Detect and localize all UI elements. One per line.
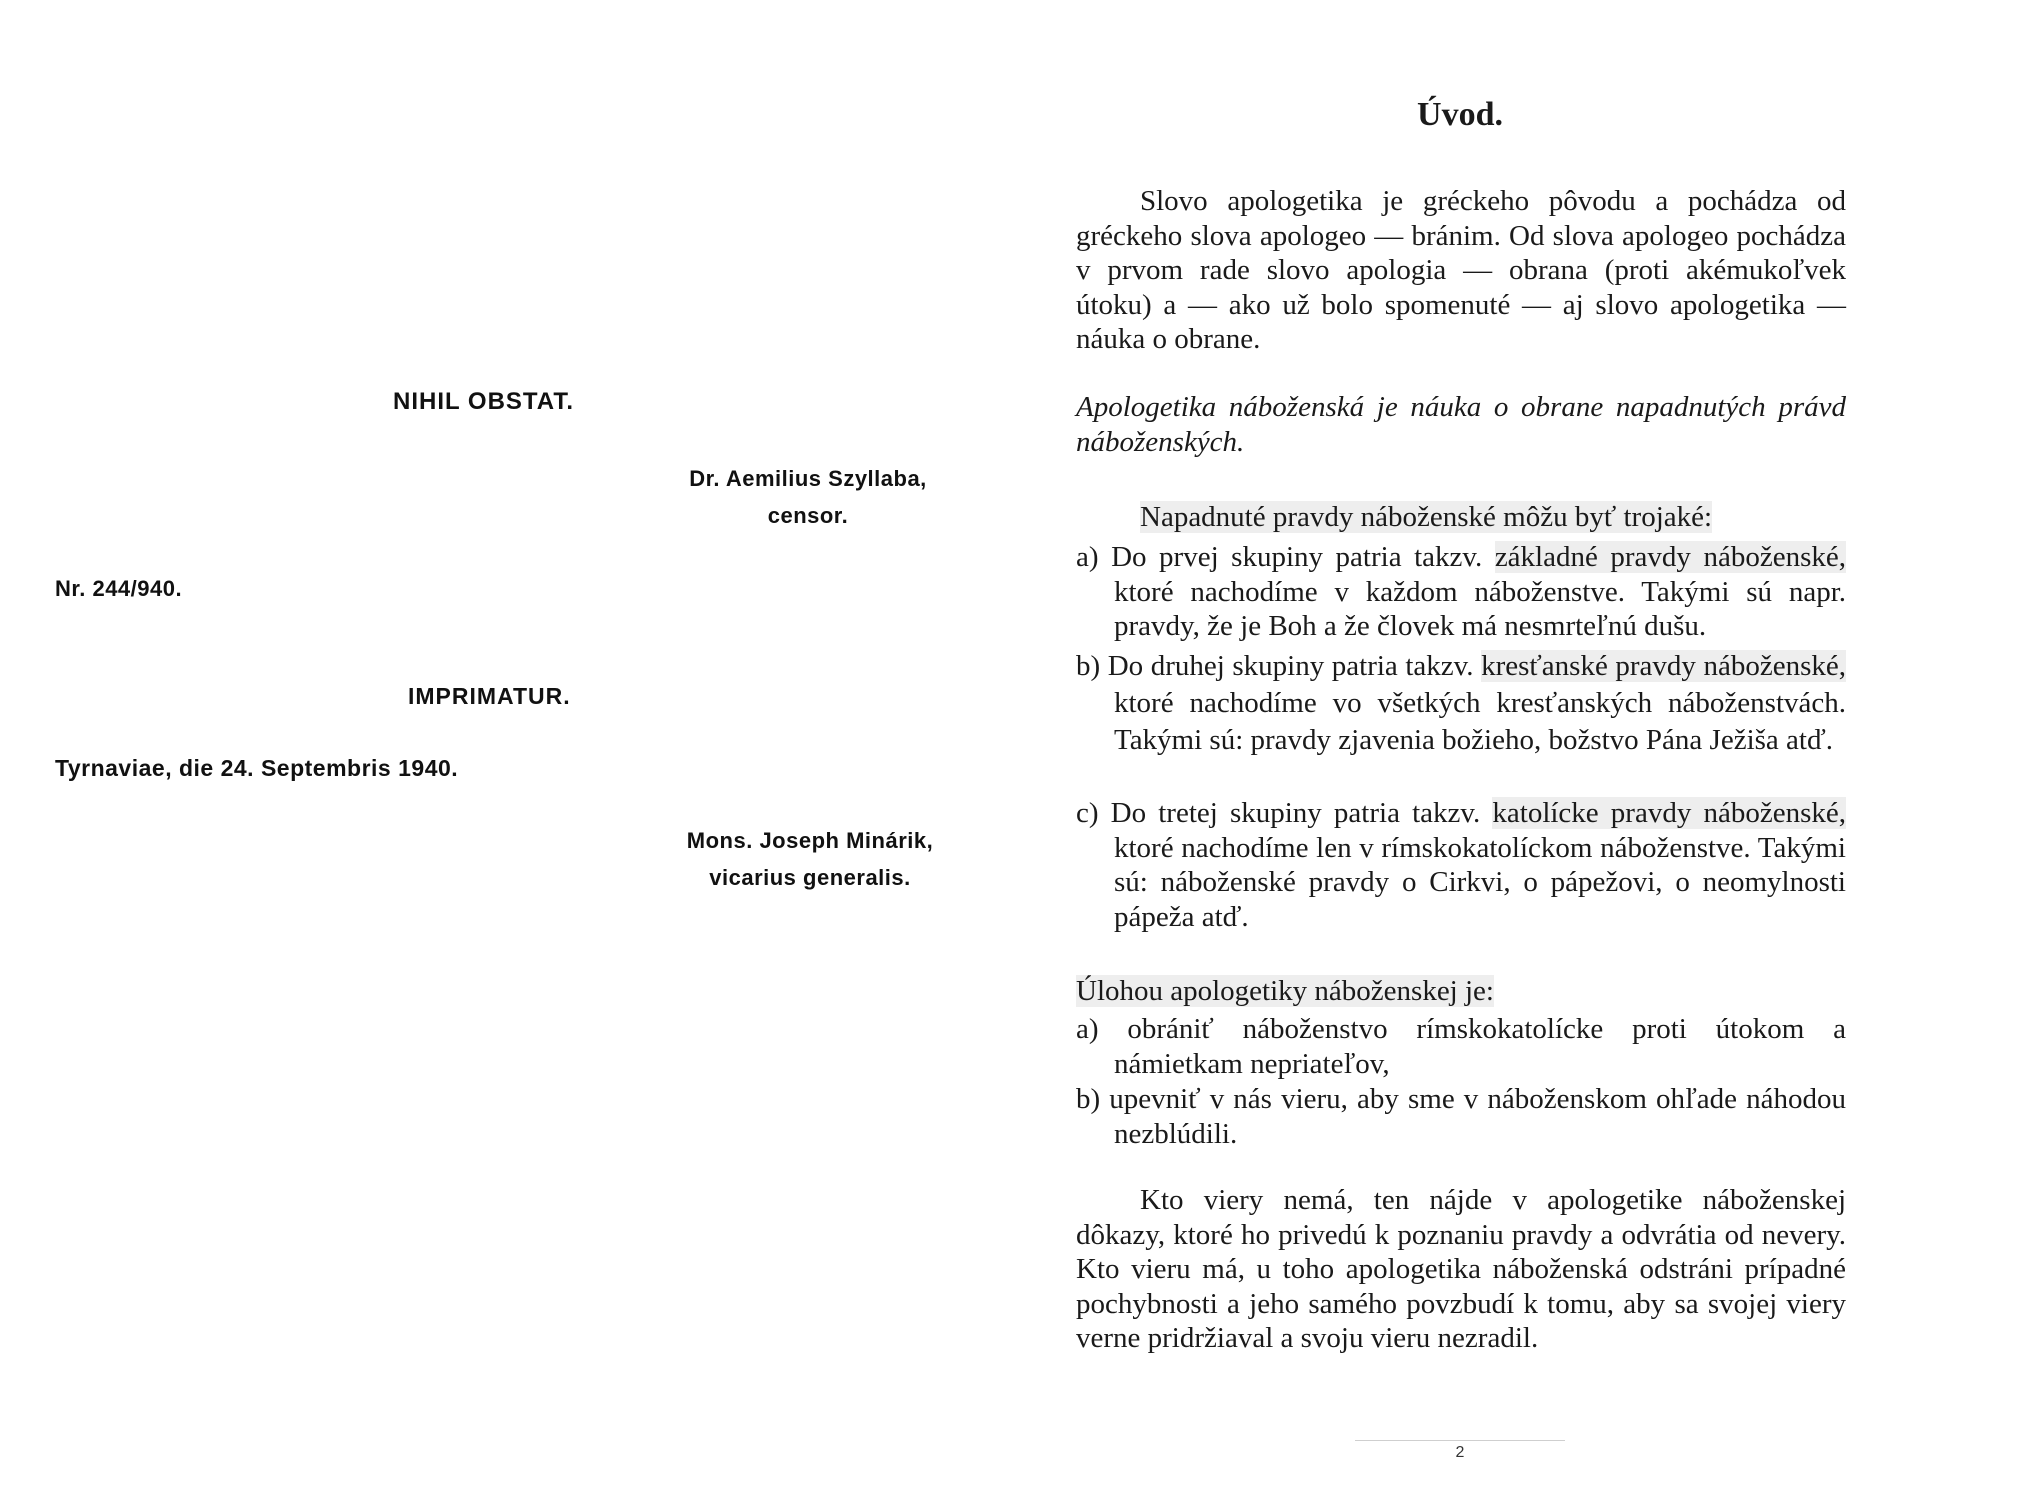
- truth-item-a: [1076, 540, 1846, 644]
- truths-heading: [1140, 500, 1910, 535]
- truth-item-c-prefix: c) Do tretej skupiny patria takzv.: [1076, 797, 1493, 829]
- truth-item-a-rest: ktoré nachodíme v každom náboženstve. Takými sú napr. pravdy, že je Boh a že človek má nesmrteľnú dušu.: [1114, 575, 1846, 642]
- truth-item-b: [1076, 648, 1846, 759]
- closing-paragraph: Kto viery nemá, ten nájde v apologetike náboženskej dôkazy, ktoré ho privedú k poznaniu pravdy a odvrátia od nevery. Kto vieru má, u toho apologetika náboženská odstráni prípadné pochybnosti a jeho samého povzbudí k tomu, aby sa svojej viery verne pridržiaval a svoju vieru nezradil.: [1076, 1184, 1846, 1354]
- task-item-a: a) obrániť náboženstvo rímskokatolícke proti útokom a námietkam nepriateľov,: [1076, 1013, 1846, 1080]
- censor-role: censor.: [767, 503, 849, 528]
- truth-item-b-highlight: kresťanské pravdy náboženské,: [1481, 650, 1846, 682]
- page-number: 2: [1455, 1444, 1465, 1461]
- reference-number: Nr. 244/940.: [55, 576, 183, 601]
- footer-rule: [1355, 1440, 1565, 1441]
- tasks-heading-text: Úlohou apologetiky náboženskej je:: [1076, 975, 1494, 1007]
- tasks-heading: [1076, 974, 1846, 1009]
- truth-item-a-prefix: a) Do prvej skupiny patria takzv.: [1076, 541, 1495, 573]
- truth-item-c: [1076, 796, 1846, 934]
- truth-item-a-highlight: základné pravdy náboženské,: [1494, 541, 1846, 573]
- truth-item-c-rest: ktoré nachodíme len v rímskokatolíckom náboženstve. Takými sú: náboženské pravdy o Cirkvi, o pápežovi, o neomylnosti pápeža atď.: [1114, 831, 1846, 933]
- task-item-b: b) upevniť v nás vieru, aby sme v náboženskom ohľade náhodou nezblúdili.: [1076, 1083, 1846, 1150]
- approbation-page: [0, 0, 1000, 1500]
- introduction-page: [1010, 0, 2022, 1500]
- vicar-role: vicarius generalis.: [709, 865, 911, 890]
- imprimatur-heading: IMPRIMATUR.: [408, 683, 571, 709]
- vicar-name: Mons. Joseph Minárik,: [686, 828, 934, 853]
- truth-item-c-highlight: katolícke pravdy náboženské,: [1492, 797, 1846, 829]
- page-title: Úvod.: [1417, 96, 1503, 133]
- nihil-obstat-heading: NIHIL OBSTAT.: [393, 388, 574, 415]
- truth-item-b-rest: ktoré nachodíme vo všetkých kresťanských náboženstvách. Takými sú: pravdy zjavenia božieho, božstvo Pána Ježiša atď.: [1114, 687, 1846, 756]
- place-date: Tyrnaviae, die 24. Septembris 1940.: [55, 755, 459, 781]
- truth-item-b-prefix: b) Do druhej skupiny patria takzv.: [1076, 650, 1482, 682]
- definition-paragraph: Apologetika náboženská je náuka o obrane napadnutých právd náboženských.: [1076, 391, 1846, 458]
- intro-paragraph: Slovo apologetika je gréckeho pôvodu a pochádza od gréckeho slova apologeo — bránim. Od slova apologeo pochádza v prvom rade slovo apologia — obrana (proti akémukoľvek útoku) a — ako už bolo spomenuté — aj slovo apologetika — náuka o obrane.: [1076, 185, 1846, 355]
- censor-name: Dr. Aemilius Szyllaba,: [689, 466, 927, 491]
- truths-heading-text: Napadnuté pravdy náboženské môžu byť trojaké:: [1140, 501, 1713, 533]
